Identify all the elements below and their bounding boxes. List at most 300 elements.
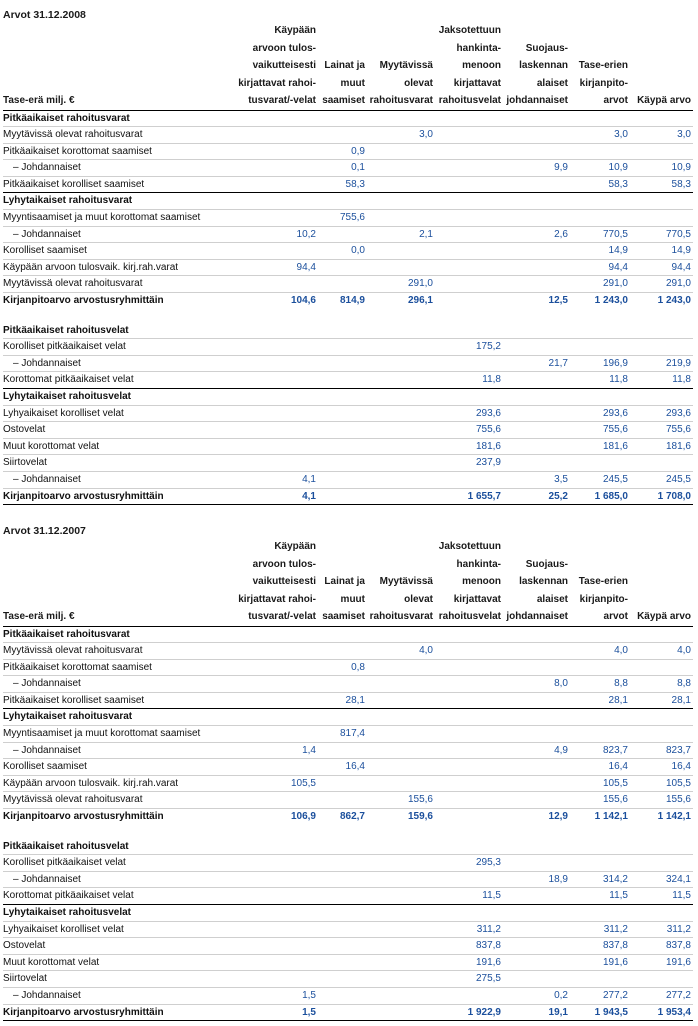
value-cell [435, 839, 503, 855]
column-header-line: saamiset [322, 611, 365, 622]
value-cell [367, 825, 435, 839]
value-cell [318, 825, 367, 839]
value-cell [219, 389, 318, 406]
value-cell [219, 888, 318, 905]
value-cell: 10,9 [630, 160, 693, 177]
column-header-line: Tase-erien [578, 60, 628, 71]
value-cell [219, 309, 318, 323]
value-cell: 1,5 [219, 987, 318, 1004]
value-cell: 8,8 [630, 676, 693, 693]
value-cell: 28,1 [570, 692, 630, 709]
value-cell: 277,2 [630, 987, 693, 1004]
column-header-fair-value-through-pl [219, 22, 318, 110]
value-cell: 0,1 [318, 160, 367, 177]
value-cell [503, 775, 570, 792]
value-cell: 94,4 [570, 259, 630, 276]
value-cell [570, 839, 630, 855]
column-header-available-for-sale [367, 538, 435, 626]
column-header-line: saamiset [322, 95, 365, 106]
value-cell: 94,4 [219, 259, 318, 276]
value-cell: 3,0 [630, 127, 693, 144]
section-header-row [3, 193, 693, 210]
value-cell [570, 143, 630, 160]
value-cell [503, 405, 570, 422]
value-cell [367, 210, 435, 227]
column-header-line: Käypä arvo [637, 611, 691, 622]
value-cell: 4,0 [630, 643, 693, 660]
row-label: Siirtovelat [3, 971, 219, 988]
value-cell [630, 323, 693, 339]
column-header-fair-value [630, 538, 693, 626]
section-title: Arvot 31.12.2008 [3, 9, 86, 21]
value-cell [318, 626, 367, 643]
value-cell [367, 659, 435, 676]
value-cell [503, 309, 570, 323]
value-cell [503, 954, 570, 971]
value-cell: 191,6 [570, 954, 630, 971]
value-cell [630, 143, 693, 160]
table-row [3, 422, 693, 439]
total-row [3, 1004, 693, 1021]
value-cell: 277,2 [570, 987, 630, 1004]
value-cell [503, 176, 570, 193]
value-cell [435, 210, 503, 227]
value-cell [367, 742, 435, 759]
value-cell: 155,6 [367, 792, 435, 809]
value-cell [318, 422, 367, 439]
value-cell: 191,6 [630, 954, 693, 971]
column-header-amortised-cost-liabilities [435, 22, 503, 110]
value-cell: 191,6 [435, 954, 503, 971]
value-cell: 155,6 [570, 792, 630, 809]
value-cell: 181,6 [435, 438, 503, 455]
row-label: Kirjanpitoarvo arvostusryhmittäin [3, 1004, 219, 1021]
value-cell: 105,5 [219, 775, 318, 792]
column-header-line: muut [340, 593, 365, 605]
value-cell [219, 276, 318, 293]
value-cell: 755,6 [630, 422, 693, 439]
value-cell: 106,9 [290, 811, 316, 823]
row-label: Pitkäaikaiset korottomat saamiset [3, 143, 219, 160]
value-cell [367, 871, 435, 888]
value-cell [219, 176, 318, 193]
value-cell: 105,5 [630, 775, 693, 792]
row-label: – Johdannaiset [3, 871, 219, 888]
value-cell: 1,5 [219, 1004, 318, 1021]
value-cell [503, 143, 570, 160]
table-body [3, 626, 693, 1021]
value-cell: 1 708,0 [630, 488, 693, 505]
value-cell [503, 422, 570, 439]
value-cell [570, 825, 630, 839]
value-cell: 314,2 [570, 871, 630, 888]
value-cell [318, 323, 367, 339]
value-cell [219, 455, 318, 472]
column-header-line: kirjattavat rahoi- [238, 77, 316, 89]
value-cell [367, 110, 435, 127]
value-cell [630, 726, 693, 743]
table-row [3, 309, 693, 323]
value-cell: 58,3 [570, 176, 630, 193]
value-cell [570, 855, 630, 872]
value-cell [367, 938, 435, 955]
column-header-line: kirjattavat [453, 593, 501, 605]
value-cell: 291,0 [630, 276, 693, 293]
value-cell: 14,9 [570, 243, 630, 260]
value-cell: 823,7 [630, 742, 693, 759]
value-cell [367, 193, 435, 210]
row-label: Pitkäaikaiset korolliset saamiset [3, 176, 219, 193]
value-cell: 16,4 [570, 759, 630, 776]
value-cell: 219,9 [630, 355, 693, 372]
value-cell [367, 839, 435, 855]
value-cell [318, 839, 367, 855]
value-cell [367, 676, 435, 693]
value-cell [367, 355, 435, 372]
row-label: Muut korottomat velat [3, 438, 219, 455]
table-row [3, 792, 693, 809]
value-cell [435, 389, 503, 406]
table-row [3, 438, 693, 455]
column-header-line: rahoitusvarat [369, 611, 433, 622]
table-row [3, 143, 693, 160]
value-cell: 0,8 [318, 659, 367, 676]
value-cell [570, 971, 630, 988]
total-row [3, 809, 693, 825]
value-cell [367, 971, 435, 988]
value-cell [367, 775, 435, 792]
value-cell [367, 143, 435, 160]
table-row [3, 455, 693, 472]
value-cell [503, 210, 570, 227]
financial-table-2007 [3, 538, 693, 1021]
value-cell [570, 339, 630, 356]
value-cell [435, 309, 503, 323]
table-header-row [3, 538, 693, 626]
value-cell [503, 193, 570, 210]
value-cell: 311,2 [435, 921, 503, 938]
value-cell [318, 309, 367, 323]
value-cell [630, 709, 693, 726]
row-label [3, 309, 219, 323]
table-row [3, 210, 693, 227]
value-cell [318, 372, 367, 389]
value-cell [503, 438, 570, 455]
row-label: Ostovelat [3, 422, 219, 439]
value-cell: 295,3 [435, 855, 503, 872]
value-cell [318, 488, 367, 505]
value-cell: 324,1 [630, 871, 693, 888]
table-row [3, 176, 693, 193]
column-header-line: tusvarat/-velat [248, 95, 316, 106]
column-header-line: Suojaus- [525, 42, 568, 54]
value-cell [435, 176, 503, 193]
value-cell: 2,6 [503, 226, 570, 243]
row-label: Pitkäaikaiset rahoitusvelat [3, 323, 219, 339]
value-cell [318, 455, 367, 472]
column-header-line: laskennan [519, 576, 568, 587]
column-header-line: kirjanpito- [579, 593, 628, 605]
value-cell [367, 905, 435, 922]
value-cell [435, 759, 503, 776]
value-cell [367, 954, 435, 971]
section-title: Arvot 31.12.2007 [3, 525, 86, 537]
row-label: Kirjanpitoarvo arvostusryhmittäin [3, 295, 164, 307]
column-header-line: kirjattavat [453, 77, 501, 89]
table-row [3, 938, 693, 955]
section-header-row [3, 110, 693, 127]
value-cell [219, 372, 318, 389]
column-header-line: kirjanpito- [579, 77, 628, 89]
value-cell [435, 709, 503, 726]
value-cell [219, 759, 318, 776]
column-header-line: Käypä arvo [637, 95, 691, 106]
value-cell: 0,9 [318, 143, 367, 160]
value-cell [503, 626, 570, 643]
table-row [3, 987, 693, 1004]
table-row [3, 759, 693, 776]
column-header-line: Jaksotettuun [438, 541, 501, 552]
column-header-line: Myytävissä [379, 576, 433, 587]
column-header-hedge-derivatives [503, 538, 570, 626]
value-cell [219, 355, 318, 372]
total-row [3, 488, 693, 505]
table-row [3, 954, 693, 971]
value-cell [570, 659, 630, 676]
value-cell [367, 243, 435, 260]
value-cell [367, 626, 435, 643]
table-header-row [3, 22, 693, 110]
value-cell: 0,0 [318, 243, 367, 260]
table-row [3, 775, 693, 792]
value-cell [367, 921, 435, 938]
value-cell [503, 905, 570, 922]
row-label: Muut korottomat velat [3, 954, 219, 971]
value-cell: 105,5 [570, 775, 630, 792]
value-cell [435, 193, 503, 210]
value-cell [367, 709, 435, 726]
value-cell [219, 626, 318, 643]
value-cell: 755,6 [318, 210, 367, 227]
column-header-line: olevat [404, 77, 433, 89]
value-cell: 16,4 [318, 759, 367, 776]
value-cell [435, 676, 503, 693]
row-label: Kirjanpitoarvo arvostusryhmittäin [3, 811, 164, 823]
value-cell: 11,8 [630, 372, 693, 389]
value-cell: 291,0 [367, 276, 435, 293]
column-header-line: Lainat ja [324, 576, 365, 587]
row-label: Käypään arvoon tulosvaik. kirj.rah.varat [3, 259, 219, 276]
column-header-line: Lainat ja [324, 60, 365, 71]
value-cell: 21,7 [503, 355, 570, 372]
value-cell [435, 643, 503, 660]
value-cell [367, 888, 435, 905]
table-section-2008 [3, 8, 693, 505]
value-cell [435, 871, 503, 888]
row-label: Pitkäaikaiset rahoitusvelat [3, 839, 219, 855]
value-cell: 755,6 [435, 422, 503, 439]
value-cell [367, 339, 435, 356]
value-cell [435, 659, 503, 676]
value-cell [503, 888, 570, 905]
value-cell: 11,8 [435, 372, 503, 389]
row-label: Pitkäaikaiset korottomat saamiset [3, 659, 219, 676]
row-label: Myytävissä olevat rahoitusvarat [3, 792, 219, 809]
row-label: Myytävissä olevat rahoitusvarat [3, 276, 219, 293]
row-label: Lyhytaikaiset rahoitusvelat [3, 905, 219, 922]
value-cell: 18,9 [503, 871, 570, 888]
value-cell: 11,5 [630, 888, 693, 905]
table-row [3, 226, 693, 243]
value-cell [219, 676, 318, 693]
value-cell [630, 971, 693, 988]
value-cell: 181,6 [570, 438, 630, 455]
value-cell [318, 471, 367, 488]
value-cell: 28,1 [630, 692, 693, 709]
value-cell [219, 438, 318, 455]
value-cell [570, 110, 630, 127]
column-header-line: Myytävissä [379, 60, 433, 71]
value-cell [367, 455, 435, 472]
value-cell: 245,5 [570, 471, 630, 488]
value-cell [435, 110, 503, 127]
value-cell [630, 855, 693, 872]
value-cell [570, 905, 630, 922]
row-label: Myytävissä olevat rahoitusvarat [3, 127, 219, 144]
table-row [3, 726, 693, 743]
value-cell: 4,1 [219, 488, 318, 505]
row-label: Myyntisaamiset ja muut korottomat saamiset [3, 210, 219, 227]
value-cell: 293,6 [435, 405, 503, 422]
value-cell: 291,0 [570, 276, 630, 293]
value-cell [367, 259, 435, 276]
column-header-line: hankinta- [456, 42, 501, 54]
value-cell [503, 259, 570, 276]
value-cell [503, 921, 570, 938]
value-cell: 11,5 [435, 888, 503, 905]
value-cell: 11,8 [570, 372, 630, 389]
section-header-row [3, 323, 693, 339]
value-cell [219, 871, 318, 888]
value-cell [318, 792, 367, 809]
row-label: – Johdannaiset [3, 742, 219, 759]
row-label: Lyhyaikaiset korolliset velat [3, 921, 219, 938]
table-section-2007 [3, 524, 693, 1021]
value-cell [570, 626, 630, 643]
table-row [3, 676, 693, 693]
value-cell [435, 160, 503, 177]
value-cell [318, 276, 367, 293]
value-cell: 755,6 [570, 422, 630, 439]
row-label: – Johdannaiset [3, 987, 219, 1004]
value-cell [435, 809, 503, 825]
column-header-line: alaiset [536, 77, 568, 89]
column-header-fair-value [630, 22, 693, 110]
value-cell: 2,1 [367, 226, 435, 243]
value-cell: 814,9 [339, 295, 365, 307]
value-cell [367, 692, 435, 709]
value-cell: 4,1 [219, 471, 318, 488]
value-cell [219, 825, 318, 839]
value-cell [318, 676, 367, 693]
column-header-loans-receivables [318, 538, 367, 626]
value-cell [318, 987, 367, 1004]
value-cell [318, 709, 367, 726]
value-cell: 837,8 [570, 938, 630, 955]
value-cell [503, 127, 570, 144]
value-cell [318, 855, 367, 872]
value-cell [435, 471, 503, 488]
row-label: Kirjanpitoarvo arvostusryhmittäin [3, 488, 219, 505]
table-row [3, 921, 693, 938]
value-cell [318, 355, 367, 372]
column-header-available-for-sale [367, 22, 435, 110]
value-cell: 175,2 [435, 339, 503, 356]
value-cell [219, 938, 318, 955]
value-cell [503, 971, 570, 988]
table-row [3, 888, 693, 905]
section-header-row [3, 709, 693, 726]
value-cell: 14,9 [630, 243, 693, 260]
value-cell [435, 243, 503, 260]
value-cell [435, 692, 503, 709]
value-cell [318, 110, 367, 127]
value-cell: 25,2 [503, 488, 570, 505]
value-cell: 19,1 [503, 1004, 570, 1021]
value-cell [435, 742, 503, 759]
value-cell [435, 323, 503, 339]
table-row [3, 471, 693, 488]
value-cell [435, 226, 503, 243]
value-cell: 293,6 [570, 405, 630, 422]
value-cell [367, 422, 435, 439]
column-header-line: johdannaiset [506, 611, 568, 622]
value-cell: 104,6 [290, 295, 316, 307]
column-header-line: Käypään [274, 25, 316, 36]
value-cell: 837,8 [630, 938, 693, 955]
value-cell [435, 987, 503, 1004]
value-cell [435, 905, 503, 922]
value-cell: 3,0 [570, 127, 630, 144]
value-cell [367, 726, 435, 743]
value-cell [435, 355, 503, 372]
value-cell [435, 127, 503, 144]
value-cell [367, 372, 435, 389]
row-label: Pitkäaikaiset rahoitusvarat [3, 626, 219, 643]
value-cell [503, 759, 570, 776]
value-cell [219, 243, 318, 260]
value-cell [367, 987, 435, 1004]
value-cell [503, 455, 570, 472]
table-row [3, 405, 693, 422]
value-cell [630, 905, 693, 922]
value-cell [219, 643, 318, 660]
value-cell [503, 323, 570, 339]
row-label: – Johdannaiset [3, 676, 219, 693]
value-cell [318, 775, 367, 792]
value-cell [367, 309, 435, 323]
value-cell [219, 726, 318, 743]
row-label: Pitkäaikaiset korolliset saamiset [3, 692, 219, 709]
value-cell: 196,9 [570, 355, 630, 372]
value-cell [503, 825, 570, 839]
value-cell [318, 339, 367, 356]
section-header-row [3, 626, 693, 643]
value-cell [503, 692, 570, 709]
value-cell: 311,2 [570, 921, 630, 938]
value-cell: 3,5 [503, 471, 570, 488]
value-cell [503, 659, 570, 676]
